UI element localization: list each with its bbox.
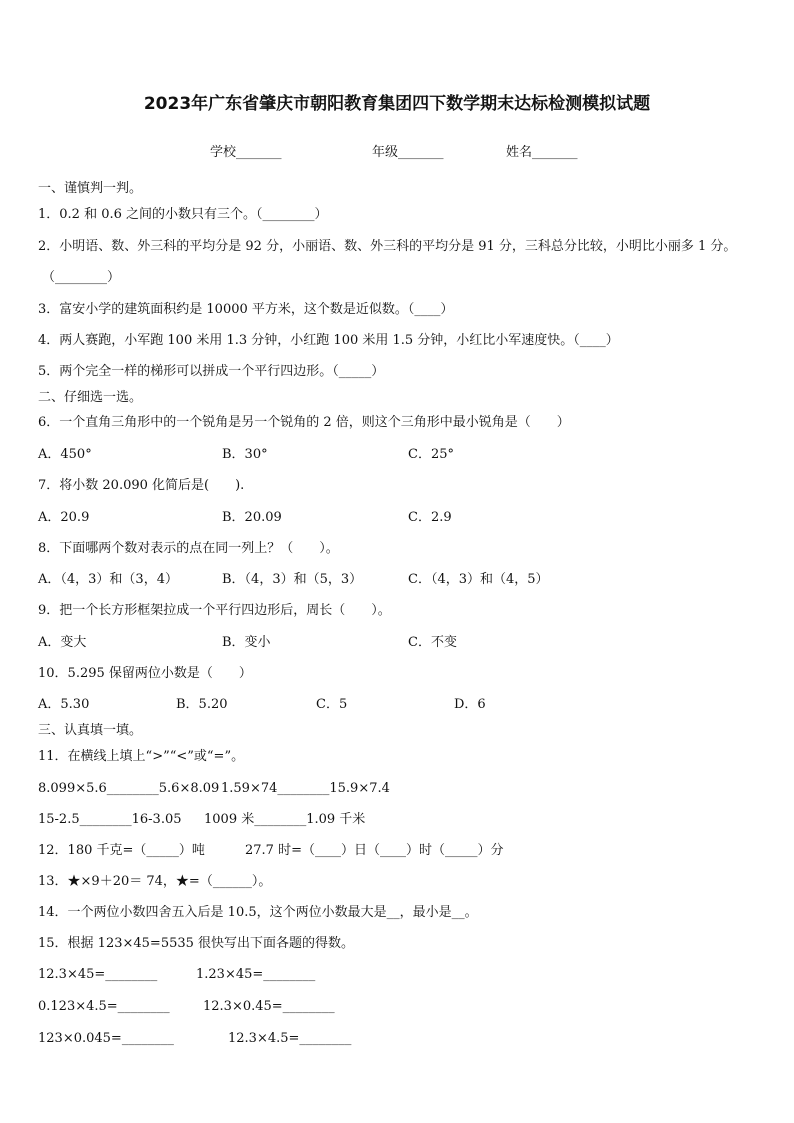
question-7-option-b: B．20.09 — [222, 510, 282, 525]
question-11-item-4: 1009 米________1.09 千米 — [204, 812, 366, 827]
question-7-option-a: A．20.9 — [38, 510, 90, 525]
question-2-answer-blank: （________） — [42, 270, 121, 285]
question-15-item-4: 12.3×0.45=________ — [203, 999, 335, 1014]
section-heading-2: 二、仔细选一选。 — [38, 390, 143, 405]
question-8: 8．下面哪两个数对表示的点在同一列上？（ ）。 — [38, 541, 339, 556]
question-11-item-1: 8.099×5.6________5.6×8.09 — [38, 781, 220, 796]
question-1: 1．0.2 和 0.6 之间的小数只有三个。（________） — [38, 207, 328, 222]
question-6-option-c: C．25° — [408, 447, 454, 462]
grade-field: 年级_______ — [372, 145, 444, 160]
section-heading-1: 一、谨慎判一判。 — [38, 181, 143, 196]
page-title: 2023年广东省肇庆市朝阳教育集团四下数学期末达标检测模拟试题 — [143, 94, 651, 114]
question-12-part-1: 12．180 千克=（_____）吨 — [38, 843, 205, 858]
question-3: 3．富安小学的建筑面积约是 10000 平方米，这个数是近似数。（____） — [38, 302, 454, 317]
question-10-option-a: A．5.30 — [38, 697, 90, 712]
question-9: 9．把一个长方形框架拉成一个平行四边形后，周长（ ）。 — [38, 603, 391, 618]
question-10: 10．5.295 保留两位小数是（ ） — [38, 666, 252, 681]
question-15-item-1: 12.3×45=________ — [38, 967, 158, 982]
question-15-item-2: 1.23×45=________ — [196, 967, 316, 982]
question-7: 7．将小数 20.090 化简后是( ). — [38, 478, 245, 493]
question-15-item-6: 12.3×4.5=________ — [228, 1031, 352, 1046]
question-11-item-2: 1.59×74________15.9×7.4 — [221, 781, 390, 796]
section-heading-3: 三、认真填一填。 — [38, 723, 143, 738]
school-field: 学校_______ — [210, 145, 282, 160]
question-10-option-c: C．5 — [316, 697, 348, 712]
question-15-item-5: 123×0.045=________ — [38, 1031, 174, 1046]
question-7-option-c: C．2.9 — [408, 510, 452, 525]
name-field: 姓名_______ — [506, 145, 578, 160]
question-8-option-b: B．（4，3）和（5，3） — [222, 572, 363, 587]
question-15: 15．根据 123×45=5535 很快写出下面各题的得数。 — [38, 936, 355, 951]
question-11: 11．在横线上填上“>”“<”或“=”。 — [38, 749, 245, 764]
question-14: 14．一个两位小数四舍五入后是 10.5，这个两位小数最大是__，最小是__。 — [38, 905, 478, 920]
question-11-item-3: 15-2.5________16-3.05 — [38, 812, 182, 827]
question-6-option-b: B．30° — [222, 447, 268, 462]
question-8-option-c: C．（4，3）和（4，5） — [408, 572, 549, 587]
question-10-option-b: B．5.20 — [176, 697, 228, 712]
question-6: 6．一个直角三角形中的一个锐角是另一个锐角的 2 倍，则这个三角形中最小锐角是（ ） — [38, 415, 570, 430]
question-12-part-2: 27.7 时=（____）日（____）时（_____）分 — [245, 843, 504, 858]
question-8-option-a: A．（4，3）和（3，4） — [38, 572, 178, 587]
question-9-option-c: C．不变 — [408, 635, 457, 650]
question-13: 13．★×9＋20＝ 74，★=（______）。 — [38, 874, 272, 889]
question-9-option-a: A．变大 — [38, 635, 87, 650]
question-9-option-b: B．变小 — [222, 635, 271, 650]
question-2: 2．小明语、数、外三科的平均分是 92 分，小丽语、数、外三科的平均分是 91 分，三科总分比较，小明比小丽多 1 分。 — [38, 239, 737, 254]
question-4: 4．两人赛跑，小军跑 100 米用 1.3 分钟，小红跑 100 米用 1.5 分钟，小红比小军速度快。（____） — [38, 333, 619, 348]
question-6-option-a: A．450° — [38, 447, 92, 462]
question-5: 5．两个完全一样的梯形可以拼成一个平行四边形。（_____） — [38, 364, 385, 379]
question-15-item-3: 0.123×4.5=________ — [38, 999, 170, 1014]
question-10-option-d: D．6 — [454, 697, 486, 712]
